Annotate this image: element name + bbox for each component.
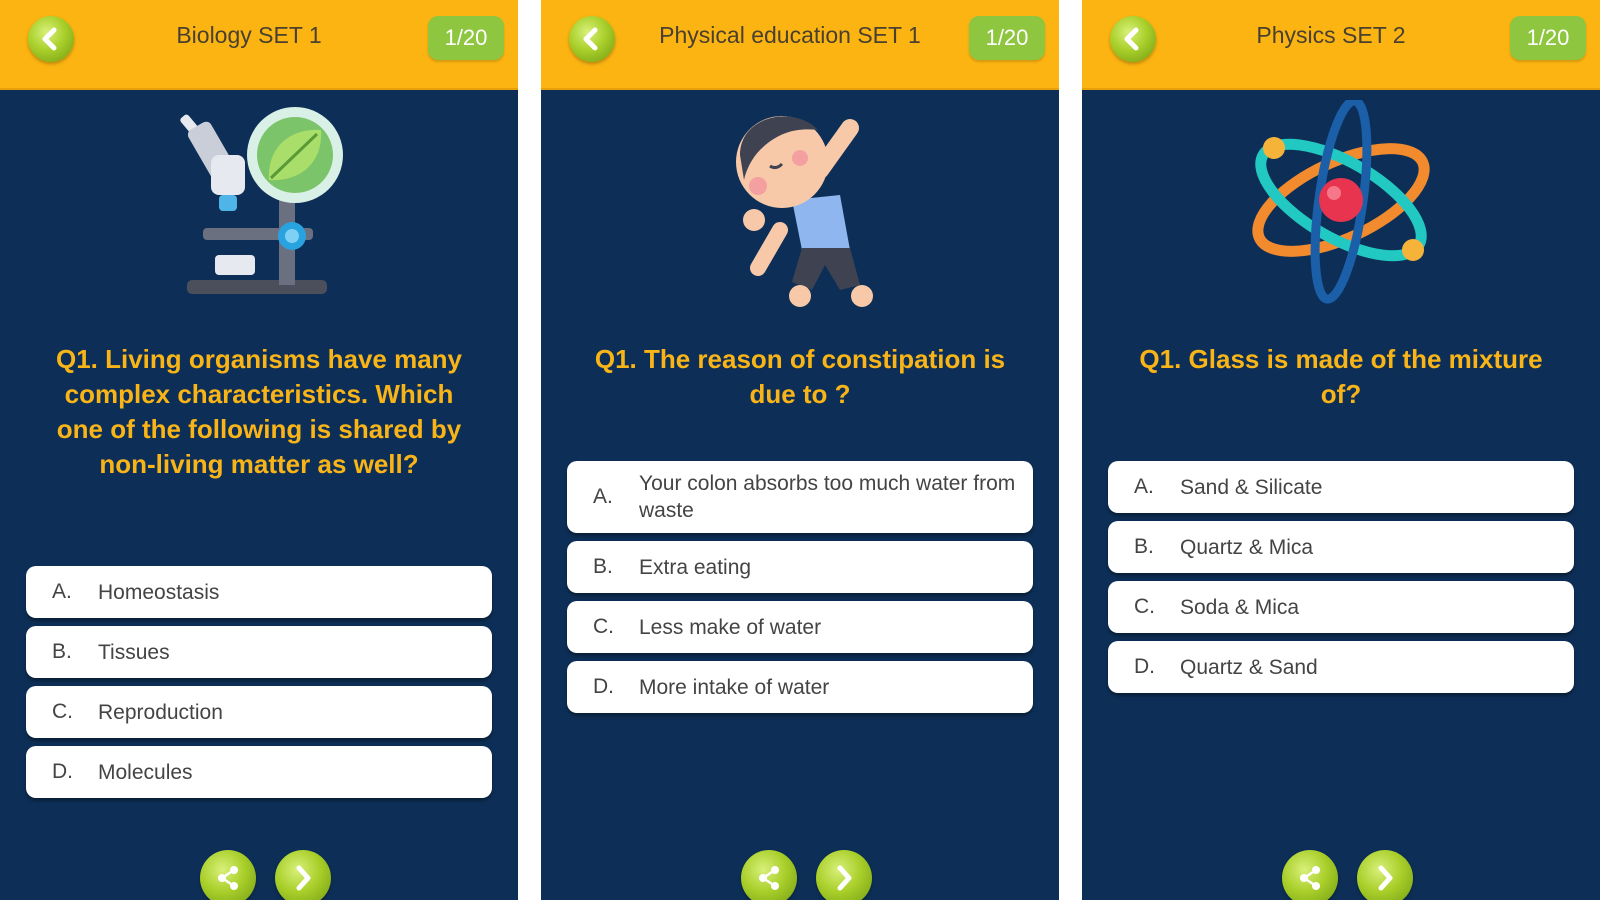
option-letter: A.: [52, 580, 72, 603]
share-icon: [200, 850, 256, 900]
back-button[interactable]: [28, 16, 74, 62]
chevron-left-icon: [569, 16, 615, 62]
question-counter: 1/20: [428, 16, 504, 60]
question-text: Q1. Glass is made of the mixture of?: [1139, 344, 1543, 409]
option-text: Quartz & Mica: [1180, 535, 1314, 559]
chevron-left-icon: [1110, 16, 1156, 62]
option-letter: D.: [1134, 655, 1155, 678]
option-b[interactable]: [567, 541, 1033, 593]
option-letter: A.: [1134, 475, 1154, 498]
quiz-panel-physical-education: [541, 0, 1059, 900]
option-text: Reproduction: [98, 700, 223, 724]
question-text: Q1. Living organisms have many complex characteristics. Which one of the following is shared by non-living matter as well?: [55, 344, 463, 479]
option-letter: D.: [52, 760, 73, 783]
microscope-leaf-icon: [159, 100, 359, 310]
option-text: Quartz & Sand: [1180, 655, 1318, 679]
set-title: Physical education SET 1: [659, 22, 921, 48]
quiz-panel-biology: [0, 0, 518, 900]
share-button[interactable]: [200, 850, 256, 900]
option-letter: B.: [593, 555, 613, 578]
set-title: Physics SET 2: [1256, 22, 1406, 48]
option-text: Tissues: [98, 640, 170, 664]
option-letter: C.: [1134, 595, 1155, 618]
option-letter: B.: [1134, 535, 1154, 558]
top-bar: [1082, 0, 1600, 90]
option-d[interactable]: [1108, 641, 1574, 693]
next-button[interactable]: [1357, 850, 1413, 900]
option-b[interactable]: [1108, 521, 1574, 573]
option-letter: A.: [593, 485, 613, 508]
share-icon: [1282, 850, 1338, 900]
question-counter: 1/20: [1510, 16, 1586, 60]
option-text: Extra eating: [639, 555, 752, 579]
back-button[interactable]: [569, 16, 615, 62]
next-button[interactable]: [816, 850, 872, 900]
back-button[interactable]: [1110, 16, 1156, 62]
chevron-right-icon: [1357, 850, 1413, 900]
option-c[interactable]: [567, 601, 1033, 653]
quiz-panel-physics: [1082, 0, 1600, 900]
answer-options: [567, 461, 1033, 721]
option-text: Your colon absorbs too much water from waste: [639, 472, 1016, 522]
next-button[interactable]: [275, 850, 331, 900]
set-title: Biology SET 1: [176, 22, 322, 48]
chevron-right-icon: [816, 850, 872, 900]
stretching-child-icon: [700, 100, 900, 310]
option-text: Molecules: [98, 760, 193, 784]
question-text: Q1. The reason of constipation is due to ?: [594, 344, 1006, 409]
option-letter: D.: [593, 675, 614, 698]
share-button[interactable]: [1282, 850, 1338, 900]
option-letter: C.: [593, 615, 614, 638]
option-text: More intake of water: [639, 675, 830, 699]
option-text: Less make of water: [639, 615, 822, 639]
option-text: Homeostasis: [98, 580, 220, 604]
answer-options: [26, 566, 492, 806]
atom-icon: [1241, 100, 1441, 310]
top-bar: [0, 0, 518, 90]
share-button[interactable]: [741, 850, 797, 900]
option-a[interactable]: [567, 461, 1033, 533]
option-text: Soda & Mica: [1180, 595, 1300, 619]
chevron-left-icon: [28, 16, 74, 62]
option-c[interactable]: [1108, 581, 1574, 633]
option-letter: C.: [52, 700, 73, 723]
share-icon: [741, 850, 797, 900]
question-counter: 1/20: [969, 16, 1045, 60]
chevron-right-icon: [275, 850, 331, 900]
top-bar: [541, 0, 1059, 90]
option-c[interactable]: [26, 686, 492, 738]
answer-options: [1108, 461, 1574, 701]
option-d[interactable]: [567, 661, 1033, 713]
option-letter: B.: [52, 640, 72, 663]
option-a[interactable]: [1108, 461, 1574, 513]
option-d[interactable]: [26, 746, 492, 798]
option-a[interactable]: [26, 566, 492, 618]
option-b[interactable]: [26, 626, 492, 678]
option-text: Sand & Silicate: [1180, 475, 1323, 499]
